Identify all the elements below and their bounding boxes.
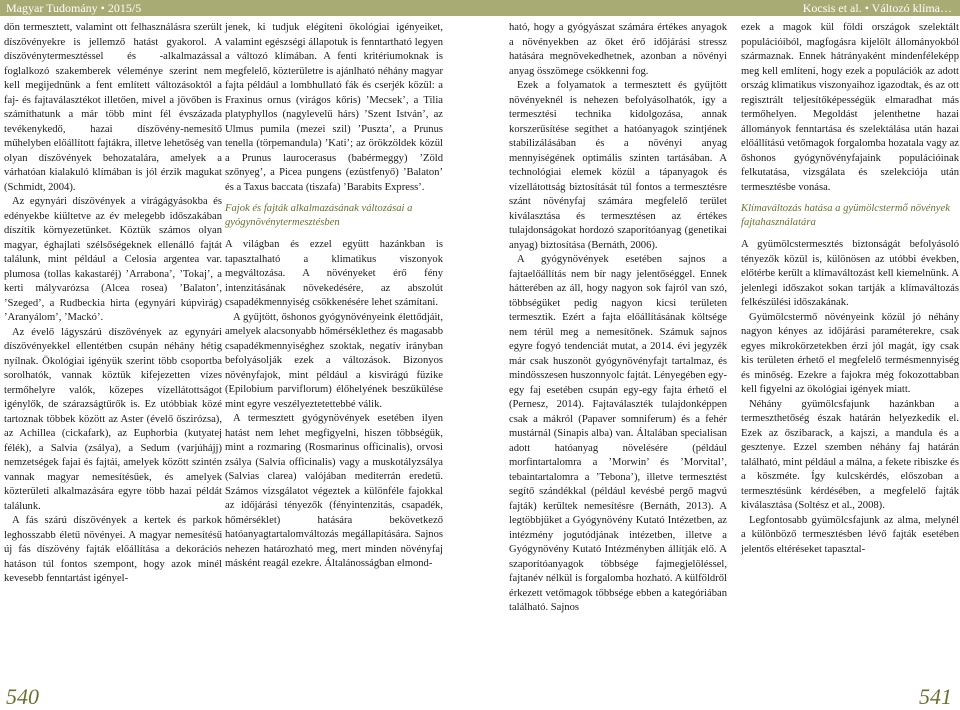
- text-column-1: [4, 21, 222, 587]
- text-column-2: [225, 21, 443, 572]
- paragraph: A gyűjtött, őshonos gyógynövényeink élettődjáit, amelyek alacsonyabb hőmérséklethez és magasabb csapadékmennyiséghez szoktak, negatív irányban befolyásolják ezek a változások. Bizonyos növényfajok, mint például a kisvirágú füzike (Epilobium parviflorum) élőhelyének beszűkülése mint egyre veszélyeztetettebbé válik.: [225, 311, 443, 410]
- paragraph: A gyógynövények esetében sajnos a fajtaelőállítás nem bír nagy jelentőséggel. Ennek hátterében az áll, hogy nagyon sok fajról van szó, többségüket pedig nagyon kicsi területen termesztik. Ezért a fajta előállításának költsége nem térül meg a nemesítőnek. Számuk sajnos egyre fogyó tendenciát mutat, a 2014. évi jegyzék már csak huszonöt gyógynövényfajt tartalmaz, és mindösszesen huszonnyolc fajtát. Lényegében egy-egy faj esetében csupán egy-egy fajta érhető el (Pernesz, 2014). Fajtaválaszték tulajdonképpen csak a mákról (Papaver somniferum) és a fehér mustárnál (Sinapis alba) van. Általában specialisan adott hatóanyag növelésére (például morfintartalomra a ’Morwin’ és ’Morvital’, tebaintartalomra a ’Tebona’), illetve termesztést segítő szándékkal (például kevésbé pergő magvú fajták) kerültek nemesítésre (Bernáth, 2013). A legtöbbjüket a Gyógynövény Kutató Intézetben, az intézmény jogutódjának intézetben, illetve a Gyógynövény Kutató Intézményben állítják elő. A szaporítóanyagok többsége fajmegjelöléssel, fajtanév nélkül is forgalomba hozható. A külföldről érkezett vetőmagok többsége ebben a kategóriában található. Sajnos: [509, 254, 727, 613]
- paragraph: Az egynyári díszövények a virágágyásokba és edényekbe kiültetve az év melegebb időszakában díszítik környezetünket. Köztük számos olyan magyar, éghajlati szélsőségeknek ellenálló fajtát találunk, mint például a Celosia argentea var. plumosa (tollas kakastaréj) ’Arrabona’, ’Tokaj’, a kerti mályvarózsa (Alcea rosea) ’Balaton’, ’Szeged’, a Rudbeckia hirta (egynyári kúpvirág) ’Aranyálom’, ’Mackó’.: [4, 196, 222, 323]
- text-column-3: [509, 21, 727, 616]
- paragraph: ható, hogy a gyógyászat számára értékes anyagok a növényekben az őket érő időjárási stressz hatására megnövekedhetnek, azonban a növényi anyag összömege csökkenni fog.: [509, 22, 727, 77]
- page-number-left: 540: [6, 684, 39, 709]
- paragraph: dön termesztett, valamint ott felhasználásra szerült díszövényekre is jellemző hatást gyakorol. A díszövénytermesztéssel és -alkalmazással foglalkozó szakemberek véleménye szerint nem kell megijednünk a fent említett változásoktól a faj- és fajtaválasztékot illetően, mivel a jövőben is számíthatunk a már több mint fél évszázada tevékenykedő, hazai díszövény-nemesítő műhelyben előállított fajtákra, illetve lehetőség van olyan díszövények behozatalára, amelyek a várhatóan kialakuló klímában is jól érzik magukat (Schmidt, 2004).: [4, 22, 222, 193]
- paragraph: jenek, ki tudjuk elégíteni ökológiai igényeiket, valamint egészségi állapotuk is fenntartható legyen a változó klímában. A fenti kritériumoknak is megfelelő, közterületre is ajánlható néhány magyar fajta például a lombhullató fák és cserjék közül: a Fraxinus ornus (virágos kőris) ’Mecsek’, a Tilia platyphyllos (nagylevelű hárs) ’Szent István’, az Ulmus pumila (mezei szil) ’Puszta’, a Prunus tenella (törpemandula) ’Kati’; az örökzöldek közül a Prunus laurocerasus (babérmeggy) ’Zöld szőnyeg’, a Picea pungens (ezüstfenyő) ’Balaton’ és a Taxus baccata (tiszafa) ’Barabits Express’.: [225, 22, 443, 193]
- text-column-4: [741, 21, 959, 557]
- paragraph: Gyümölcstermő növényeink közül jó néhány nagyon kényes az időjárási paraméterekre, csak egyes mikrokörzetekben érzi jól magát, így csak kis területen érhető el megfelelő termésmennyiség és minőség. Ezekre a fajokra még fokozottabban kell figyelni az ökológiai igények miatt.: [741, 311, 959, 395]
- paragraph: Legfontosabb gyümölcsfajunk az alma, melynél a különböző termesztésben lévő fajták esetében jelentős eltéréseket tapasztal-: [741, 514, 959, 555]
- paragraph: A világban és ezzel együtt hazánkban is tapasztalható a klimatikus viszonyok megváltozása. A növényeket érő fény intenzitásának növekedésére, az abszolút csapadékmennyiség csökkenésére lehet számítani.: [225, 239, 443, 308]
- paragraph: Néhány gyümölcsfajunk hazánkban a termeszthetőség észak határán helyezkedik el. Ezek az őszibarack, a kajszi, a mandula és a gesztenye. Ezzel szemben néhány faj határán található, mint például a málna, a fekete ribiszke és a köszméte. Így kulcskérdés, előszoban a termesztésünk kérdésében, a megfelelő fajták kiválasztása (Soltész et al., 2008).: [741, 398, 959, 511]
- page-number-right: 541: [919, 684, 952, 709]
- paragraph: Ezek a folyamatok a termesztett és gyűjtött növényeknél is nehezen befolyásolhatók, így a termesztési technika kidolgozása, annak korszerűsítése segíthet a hatóanyagok szintjének stabilizálásában és a növényi anyag mennyiségének optimális szinten tartásában. A technológiai elemek közül a tápanyagok és vízellátottság biztosítását túl fontos a termesztésre szánt növényfaj számára megfelelő terület kiválasztása és termesztésen az értékes tulajdonságokat hordozó szaporítóanyag (genetikai anyag) biztosítása (Bernáth, 2006).: [509, 80, 727, 251]
- journal-title: Magyar Tudomány • 2015/5: [6, 1, 142, 15]
- paragraph: Az évelő lágyszárú díszövények az egynyári díszövényekkel ellentétben csupán néhány hétig nyílnak. Ökológiai igényük szerint több csoportba sorolhatók, vannak köztük kifejezetten vízes termőhelyre valók, közepes vízellátottságot igénylők, de szárazságtűrők is. Ez utóbbiak közé tartoznak többek között az Aster (évelő őszirózsa), az Achillea (cickafark), az Euphorbia (kutyatej félék), a Salvia (zsálya), a Sedum (varjúhájj) nemzetségek fajai és fajtái, amelyek között szintén vannak magyar nemesítésűek, és amelyek közterületi alkalmazására egyre több hazai példát találunk.: [4, 326, 222, 512]
- paragraph: A termesztett gyógynövények esetében ilyen hatást nem lehet megfigyelni, hiszen többségük, mint a rozmaring (Rosmarinus officinalis), orvosi zsálya (Salvia officinalis) vagy a muskotályzsálya (Salvias clarea) valójában mediterrán eredetű. Számos vizsgálatot végeztek a különféle fajokkal az időjárási tényezők (fényintenzitás, csapadék, hőmérséklet) hatására bekövetkező hatóanyagtartalomváltozás megállapítására. Sajnos nehezen határozható meg, mert minden növényfaj másként reagál ezekre. Általánosságban elmond-: [225, 413, 443, 569]
- paragraph: A fás szárú díszövények a kertek és parkok leghosszabb életű növényei. A magyar nemesítésű új fás díszövény fajták előállítása a dekorációs hatáson túl fontos szempont, hogy azok minél kevesebb fenntartást igényel-: [4, 515, 222, 584]
- paragraph: A gyümölcstermesztés biztonságát befolyásoló tényezők közül is, különösen az utóbbi években, előtérbe került a klímaváltozást kell kiemelnünk. A jelenlegi időszakot sokan tartják a klímaváltozás felkészülési időszakának.: [741, 239, 959, 308]
- section-heading: Klímaváltozás hatása a gyümölcstermő növények fajtahasználatára: [741, 203, 950, 228]
- running-header: [0, 0, 960, 16]
- paragraph: ezek a magok kül földi országok szelektált populációiból, magfogásra kijelölt állományokból származnak. Ennek hátrányaként mindenféleképp meg kell említeni, hogy ezek a populációk az adott ország klimatikus viszonyaihoz igazodtak, és az ott regisztrált teljesítőképességük elmaradhat más termőhelyen. Megoldást jelenthetne hazai állományok fenntartása és szelektálása után hazai előállítású vetőmagok forgalomba hozatala vagy az őshonos gyógynövényfajaink populációinak felkutatása, vizsgálata és szelekciója után termesztésbe vonása.: [741, 22, 959, 193]
- section-heading: Fajok és fajták alkalmazásának változásai a gyógynövénytermesztésben: [225, 203, 413, 228]
- article-running-title: Kocsis et al. • Változó klíma…: [802, 1, 952, 15]
